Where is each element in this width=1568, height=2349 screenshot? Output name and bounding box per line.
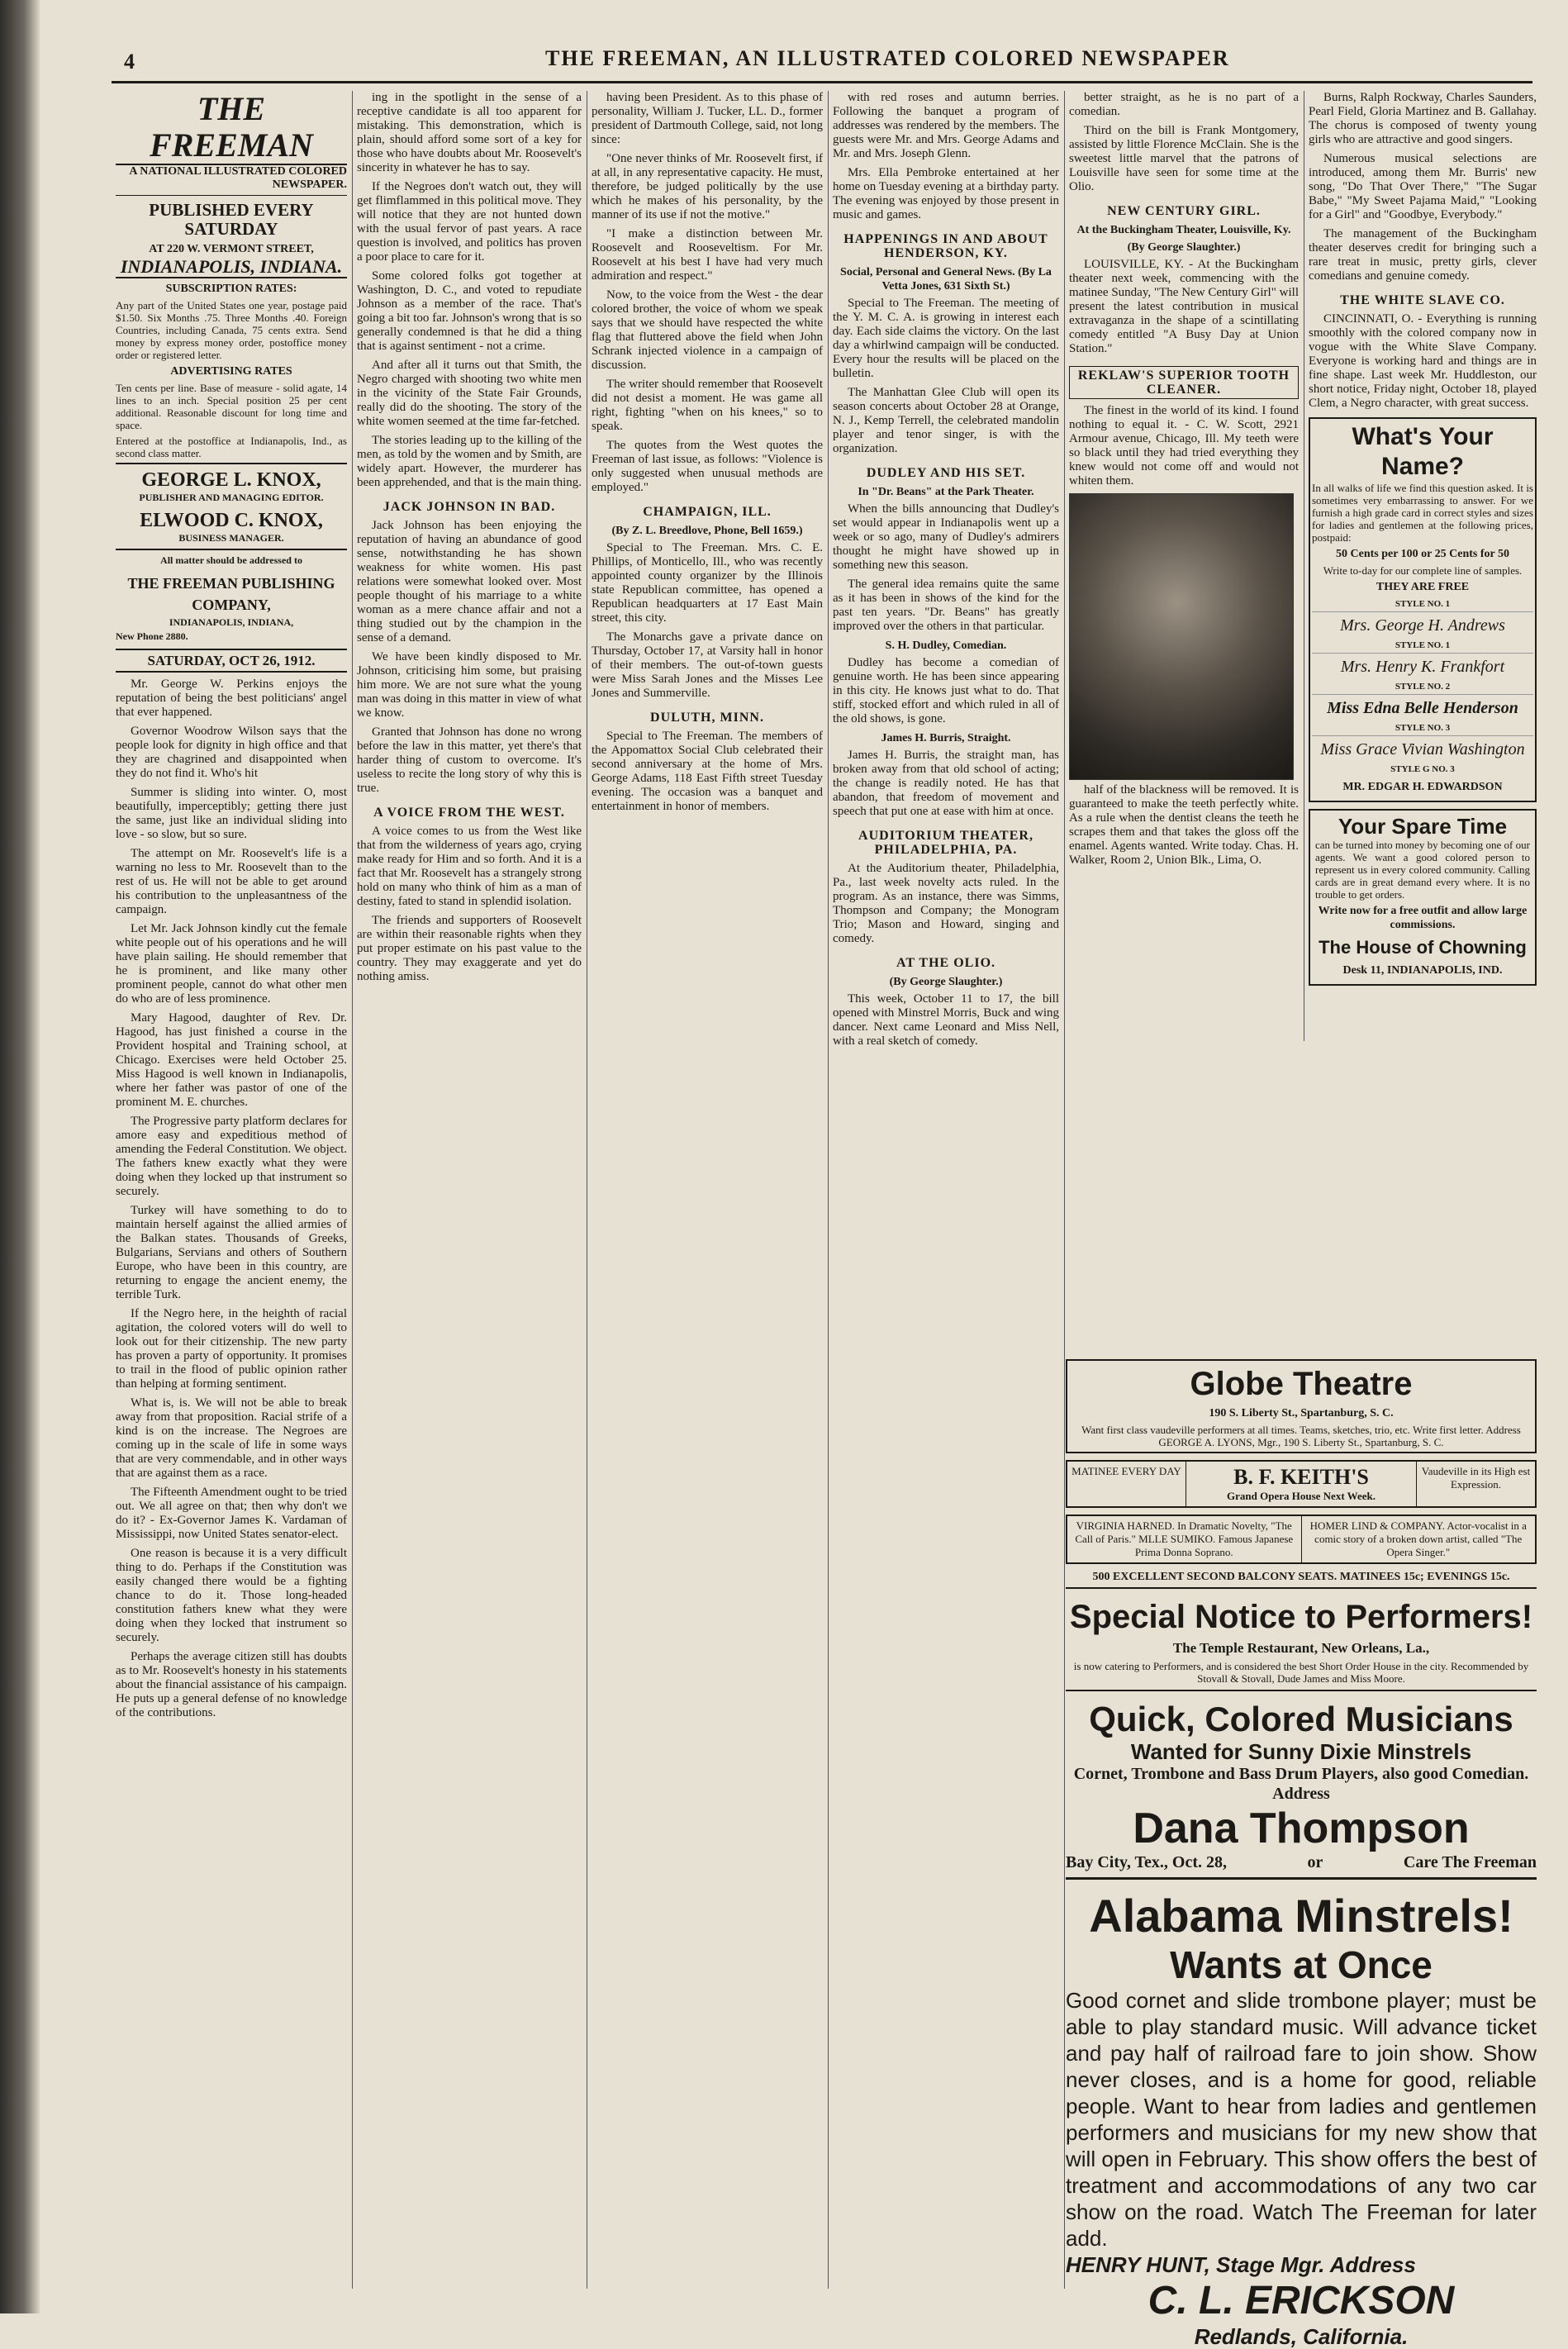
card-sample: Miss Edna Belle Henderson — [1312, 694, 1533, 721]
paragraph: The attempt on Mr. Roosevelt's life is a warning no less to Mr. Roosevelt than to the rest of us. He will not be able to get around his contribution to the unpleasantness of the campaign. — [116, 847, 347, 916]
ad-price: 50 Cents per 100 or 25 Cents for 50 — [1336, 548, 1509, 560]
ad-text: Cornet, Trombone and Bass Drum Players, also good Comedian. Address — [1073, 1765, 1529, 1803]
publisher-role: PUBLISHER AND MANAGING EDITOR. — [139, 492, 324, 503]
paragraph: Third on the bill is Frank Montgomery, assisted by little Florence McClain. She is the sweetest little marvel that the patrons of Louisville have seen for some time at the Olio. — [1069, 124, 1299, 193]
keith-acts-row — [1066, 1514, 1537, 1564]
ad-subtext: Write now for a free outfit and allow large commissions. — [1318, 905, 1528, 931]
calling-card-ad — [1309, 417, 1537, 802]
advertising-heading: ADVERTISING RATES — [170, 365, 292, 378]
card-sample: Mrs. George H. Andrews — [1312, 611, 1533, 639]
ad-address: Desk 11, INDIANAPOLIS, IND. — [1342, 964, 1503, 977]
column-6 — [1309, 91, 1537, 1041]
globe-theatre-ad — [1066, 1359, 1537, 1453]
article-headline: DULUTH, MINN. — [650, 711, 764, 725]
column-5 — [1069, 91, 1299, 1041]
phone-number: New Phone 2880. — [116, 630, 188, 642]
article-headline: AUDITORIUM THEATER, PHILADELPHIA, PA. — [858, 829, 1033, 857]
keith-footer: 500 EXCELLENT SECOND BALCONY SEATS. MATINEES 15c; EVENINGS 15c. — [1066, 1571, 1537, 1589]
page-header-title: THE FREEMAN, AN ILLUSTRATED COLORED NEWSPAPER — [545, 46, 1230, 70]
paragraph: with red roses and autumn berries. Following the banquet a program of addresses was rendered by the members. The guests were Mr. and Mrs. George Adams and Mr. and Mrs. Joseph Glenn. — [833, 91, 1059, 160]
ad-subtitle: Wanted for Sunny Dixie Minstrels — [1130, 1739, 1472, 1764]
ad-styles-heading: THEY ARE FREE — [1376, 581, 1470, 593]
paragraph: The management of the Buckingham theater deserves credit for bringing such a rare treat in music, pretty girls, clever comedians and genuine comedy. — [1309, 227, 1537, 283]
masthead-subtitle: A NATIONAL ILLUSTRATED COLORED NEWSPAPER. — [116, 165, 347, 196]
ad-note: Write to-day for our complete line of samples. — [1323, 564, 1523, 577]
keith-matinee: MATINEE EVERY DAY — [1067, 1462, 1186, 1506]
paragraph: LOUISVILLE, KY. - At the Buckingham theater next week, commencing with the matinee Sunday, "The New Century Girl" will present the latest contribution in musical extravaganza in the shape of a scintillating comedy entitled "A Busy Day at Union Station." — [1069, 258, 1299, 355]
manager-name: ELWOOD C. KNOX, — [140, 510, 323, 531]
paragraph: The finest in the world of its kind. I found nothing to equal it. - C. W. Scott, 2921 Armour avenue, Chicago, Ill. My teeth were so black until they had tried everything they knew would not come off and would not whiten them. — [1069, 404, 1299, 487]
issue-date: SATURDAY, OCT 26, 1912. — [116, 649, 347, 673]
paragraph: Mary Hagood, daughter of Rev. Dr. Hagood, has just finished a course in the Provident hospital and Training school, at Chicago. Exercises were held October 25. Miss Hagood is well known in Indianapolis, where her father was pastor of one of the prominent M. E. churches. — [116, 1011, 347, 1109]
mail-note: All matter should be addressed to — [160, 554, 302, 566]
ad-text: Want first class vaudeville performers at all times. Teams, sketches, trio, etc. Write first letter. Address GEORGE A. LYONS, Mgr., 190 S. Liberty St., Spartanburg, S. C. — [1081, 1424, 1521, 1448]
paragraph: better straight, as he is no part of a comedian. — [1069, 91, 1299, 118]
advertising-text: Ten cents per line. Base of measure - solid agate, 14 lines to an inch. Special position 25 per cent additional. Reasonable discount for long time and space. — [116, 382, 347, 431]
article-byline: (By Z. L. Breedlove, Phone, Bell 1659.) — [611, 525, 803, 537]
ad-title: Alabama Minstrels! — [1089, 1890, 1513, 1942]
paragraph: What is, is. We will not be able to break away from that proposition. Racial strife of a kind is on the increase. The Negroes are coming up in the scale of life in some ways that are very commendable, and in other ways that are against them as a race. — [116, 1396, 347, 1480]
style-label: STYLE NO. 3 — [1395, 723, 1451, 733]
column-3 — [592, 91, 823, 2289]
keith-subtitle: Grand Opera House Next Week. — [1227, 1490, 1376, 1502]
keith-tagline: Vaudeville in its High est Expression. — [1421, 1465, 1531, 1491]
card-sample: Miss Grace Vivian Washington — [1312, 735, 1533, 763]
paragraph: Perhaps the average citizen still has doubts as to Mr. Roosevelt's honesty in his statements about the financial assistance of his campaign. He puts up a general defense of no knowledge of the contributions. — [116, 1650, 347, 1719]
keith-title-cell — [1186, 1462, 1417, 1506]
ad-address: 190 S. Liberty St., Spartanburg, S. C. — [1209, 1407, 1394, 1419]
paragraph: ing in the spotlight in the sense of a receptive candidate is all too apparent for mistaking. This demonstration, which is plain, should afford some sort of a key for those who have doubts about Mr. Roosevelt's sincerity in whatever he has to say. — [357, 91, 582, 174]
ad-address-or: or — [1307, 1853, 1323, 1871]
masthead-city: INDIANAPOLIS, INDIANA. — [116, 259, 347, 278]
manager-role: BUSINESS MANAGER. — [116, 531, 347, 550]
paragraph: Summer is sliding into winter. O, most beautifully, imperceptibly; getting there just the same, just like an individual sliding into love - so slow, but so sure. — [116, 786, 347, 841]
page-number: 4 — [124, 50, 135, 74]
paragraph: half of the blackness will be removed. It is guaranteed to make the teeth perfectly white. As a rule when the dentist cleans the teeth he scrapes them and that takes the gloss off the enamel. Agents wanted. Write today. Chas. H. Walker, Room 2, Union Blk., Lima, O. — [1069, 783, 1299, 867]
ad-address-row — [1066, 1853, 1537, 1880]
paragraph: Special to The Freeman. Mrs. C. E. Phillips, of Monticello, Ill., who was recently appointed county organizer by the Illinois state Republican committee, has opened a Republican headquarters at 17 East Main street, this city. — [592, 541, 823, 625]
article-subheadline: James H. Burris, Straight. — [881, 732, 1011, 744]
paragraph: Governor Woodrow Wilson says that the people look for dignity in high office and that they are chagrined and disappointed when they do not find it. Who's hit — [116, 725, 347, 780]
publisher-name: GEORGE L. KNOX, — [141, 469, 321, 491]
paragraph: Turkey will have something to do to maintain herself against the allied armies of the Balkan states. Thousands of Greeks, Bulgarians, Servians and others of Southern Europe, who have been in this country, are returning to engage the ancient enemy, the terrible Turk. — [116, 1204, 347, 1301]
alabama-minstrels-ad — [1066, 1890, 1537, 2349]
paragraph: The Fifteenth Amendment ought to be tried out. We all agree on that; then why don't we do it? - Ex-Governor James K. Vardaman of Mississippi, now United States senator-elect. — [116, 1486, 347, 1541]
article-headline: AT THE OLIO. — [896, 956, 996, 970]
ad-subtitle: Wants at Once — [1170, 1943, 1433, 1986]
column-rule — [352, 91, 353, 2289]
article-byline: (By George Slaughter.) — [1127, 241, 1241, 254]
ad-title: Your Spare Time — [1338, 814, 1508, 839]
ad-address-left: Bay City, Tex., Oct. 28, — [1066, 1853, 1228, 1871]
paragraph: If the Negroes don't watch out, they will get flimflammed in this political move. They will notice that they are not hunted down with the usual fervor of past years. A race question is involved, and politics has proven a poor place to care for it. — [357, 180, 582, 264]
ad-contact: HENRY HUNT, Stage Mgr. Address — [1066, 2252, 1416, 2277]
column-rule — [1064, 91, 1065, 2289]
paragraph: Granted that Johnson has done no wrong before the law in this matter, yet there's that harder thing of custom to overcome. It's useless to recite the long story of why this is true. — [357, 725, 582, 795]
style-label: STYLE NO. 1 — [1395, 599, 1451, 609]
header-rule — [112, 81, 1532, 83]
ad-text: Good cornet and slide trombone player; must be able to play standard music. Will advance ticket and pay half of railroad fare to join show. Show never closes, and is a home for good, reliable people. Want to hear from ladies and gentlemen performers and musicians for my new show that will open in February. This show offers the best of treatment and accommodations of any two car show on the road. Watch The Freeman for later add. — [1066, 1988, 1537, 2251]
column-rule — [828, 91, 829, 2289]
style-label: STYLE NO. 2 — [1395, 682, 1451, 692]
column-4 — [833, 91, 1059, 2289]
article-byline: Social, Personal and General News. (By La Vetta Jones, 631 Sixth St.) — [840, 266, 1052, 292]
ad-title: Special Notice to Performers! — [1069, 1599, 1533, 1635]
paragraph: Burns, Ralph Rockway, Charles Saunders, Pearl Field, Gloria Martinez and B. Gallahay. The chorus is composed of twenty young girls who are attractive and good singers. — [1309, 91, 1537, 146]
article-headline: NEW CENTURY GIRL. — [1107, 204, 1261, 218]
ad-title: Quick, Colored Musicians — [1089, 1700, 1513, 1738]
paragraph: Mr. George W. Perkins enjoys the reputation of being the best politicians' angel that ever happened. — [116, 678, 347, 719]
card-sample: Mrs. Henry K. Frankfort — [1312, 653, 1533, 680]
paragraph: "One never thinks of Mr. Roosevelt first, if at all, in any representative capacity. He must, therefore, be judged politically by the use which he makes of his personality, by the manner of its use if not the motive." — [592, 152, 823, 221]
page-binding-edge — [0, 0, 40, 2313]
entered-note: Entered at the postoffice at Indianapolis, Ind., as second class matter. — [116, 435, 347, 464]
ad-title: What's Your Name? — [1352, 423, 1494, 480]
paragraph: "I make a distinction between Mr. Roosevelt and Rooseveltism. For Mr. Roosevelt at his best I have had very much admiration and respect." — [592, 227, 823, 283]
subscription-text: Any part of the United States one year, postage paid $1.50. Six Months .75. Three Months .40. Foreign Countries, including Canada, 75 cents extra. Send money by express money order, postoffice money order or registered letter. — [116, 299, 347, 361]
article-headline: JACK JOHNSON IN BAD. — [382, 500, 556, 514]
paragraph: This week, October 11 to 17, the bill opened with Minstrel Morris, Buck and wing dancer. Next came Leonard and Miss Nell, with a real sketch of comedy. — [833, 992, 1059, 1048]
article-headline: CHAMPAIGN, ILL. — [643, 505, 772, 519]
keith-acts-right: HOMER LIND & COMPANY. Actor-vocalist in a comic story of a broken down artist, called "The Opera Singer." — [1309, 1519, 1527, 1558]
article-headline: THE WHITE SLAVE CO. — [1340, 293, 1505, 307]
paragraph: The friends and supporters of Roosevelt are within their reasonable rights when they put proper estimate on his past value to the country. They may exaggerate and yet do nothing amiss. — [357, 914, 582, 983]
paragraph: The writer should remember that Roosevelt did not desist a moment. He was game all right, fighting "when on his knees," so to speak. — [592, 378, 823, 433]
card-sample: MR. EDGAR H. EDWARDSON — [1342, 781, 1503, 793]
paragraph: The Progressive party platform declares for amore easy and expeditious method of amending the Federal Constitution. We object. The fathers knew exactly what they were doing when they locked up that instrument so securely. — [116, 1115, 347, 1198]
paragraph: The Monarchs gave a private dance on Thursday, October 17, at Varsity hall in honor of their members. The out-of-town guests were Miss Sarah Jones and the Misses Lee Jones and Summerville. — [592, 630, 823, 700]
masthead-address: AT 220 W. VERMONT STREET, — [149, 243, 314, 255]
masthead-published: PUBLISHED EVERY SATURDAY — [149, 200, 314, 239]
paragraph: At the Auditorium theater, Philadelphia, Pa., last week novelty acts ruled. In the program. As an instance, there was Simms, Thompson and Company; the Monogram Trio; Mason and Howard, singing and comedy. — [833, 862, 1059, 945]
advertisements-block — [1066, 1359, 1537, 2349]
paragraph: Now, to the voice from the West - the dear colored brother, the voice of whom we speak says that we should have respected the white flag that fluttered above the field when John Schrank injected violence in a campaign of discussion. — [592, 288, 823, 372]
keith-header-row — [1066, 1460, 1537, 1508]
paragraph: And after all it turns out that Smith, the Negro charged with shooting two white men in the vicinity of the State Fair Grounds, really did do the shooting. The story of the white women seemed at the time far-fetched. — [357, 359, 582, 428]
paragraph: If the Negro here, in the heighth of racial agitation, the colored voters will do well to look out for their citizenship. The new party has proven a party of opportunity. It promises to trail in the flood of public opinion rather than helping at forming sentiment. — [116, 1307, 347, 1391]
paragraph: James H. Burris, the straight man, has broken away from that old school of acting; the change is readily noted. He has that abandon, that freedom of movement and speech that put one at ease with him at once. — [833, 749, 1059, 818]
paragraph: The stories leading up to the killing of the men, as told by the women and by Smith, are widely apart. However, the murderer has been apprehended, and that is the main thing. — [357, 434, 582, 489]
article-subheadline: In "Dr. Beans" at the Park Theater. — [858, 486, 1034, 498]
article-headline: HAPPENINGS IN AND ABOUT HENDERSON, KY. — [843, 232, 1048, 260]
woman-portrait-photo — [1069, 493, 1294, 780]
ad-company: The House of Chowning — [1319, 937, 1527, 958]
ad-title: Globe Theatre — [1190, 1366, 1413, 1402]
ad-text: can be turned into money by becoming one of our agents. We want a good colored person to represent us in every colored community. Calling cards are in great demand every where. It is no trouble to get orders. — [1315, 839, 1530, 901]
subscription-heading: SUBSCRIPTION RATES: — [165, 283, 297, 295]
paragraph: CINCINNATI, O. - Everything is running smoothly with the colored company now in vogue with the White Slave Company. Everyone is working hard and things are in fine shape. Last week Mr. Huddleston, our short notice, Friday night, October 18, played Clem, a Negro character, with great success. — [1309, 312, 1537, 410]
keith-title: B. F. KEITH'S — [1233, 1465, 1369, 1489]
paragraph: Special to The Freeman. The meeting of the Y. M. C. A. is growing in interest each day. Each side claims the victory. On the last day a whirlwind campaign will be conducted. Every hour the results will be placed on the bulletin. — [833, 297, 1059, 380]
paragraph: Let Mr. Jack Johnson kindly cut the female white people out of his operations and he will have plain sailing. He should remember that he is prominent, and like many other prominent people, cannot do what other men do who are of less prominence. — [116, 922, 347, 1006]
ad-text: is now catering to Performers, and is considered the best Short Order House in the city. Recommended by Stovall & Stovall, Dude James and Miss Moore. — [1066, 1660, 1537, 1691]
paragraph: Special to The Freeman. The members of the Appomattox Social Club celebrated their second anniversary at the home of Mrs. George Adams, 118 East Fifth street Tuesday evening. The occasion was a banquet and entertainment in honor of members. — [592, 730, 823, 813]
paragraph: Jack Johnson has been enjoying the reputation of having an abundance of good sense, notwithstanding he has shown weakness for white women. His past relations were somewhat looked over. Most people thought of his marriage to a white woman as a mere chance affair and not a thing studied out by the champion in the sense of a demand. — [357, 519, 582, 644]
keith-acts-left: VIRGINIA HARNED. In Dramatic Novelty, "The Call of Paris." MLLE SUMIKO. Famous Japanese Prima Donna Soprano. — [1067, 1516, 1302, 1562]
paragraph: having been President. As to this phase of personality, William J. Tucker, LL. D., former president of Dartmouth College, said, not long since: — [592, 91, 823, 146]
paragraph: The Manhattan Glee Club will open its season concerts about October 28 at Orange, N. J., Kemp Terrell, the celebrated mandolin player and tenor singer, is with the organization. — [833, 386, 1059, 455]
paragraph: The quotes from the West quotes the Freeman of last issue, as follows: "Violence is only suggested when unusual methods are employed." — [592, 439, 823, 494]
ad-headline: REKLAW'S SUPERIOR TOOTH CLEANER. — [1069, 366, 1299, 399]
paragraph: We have been kindly disposed to Mr. Johnson, criticising him some, but praising him more. We are not sure what the young man was doing in this matter in view of what we know. — [357, 650, 582, 720]
ad-address-right: Care The Freeman — [1403, 1853, 1537, 1871]
article-headline: DUDLEY AND HIS SET. — [866, 466, 1026, 480]
masthead-title: THE FREEMAN — [116, 91, 347, 165]
ad-subtitle: The Temple Restaurant, New Orleans, La., — [1172, 1640, 1430, 1656]
paragraph: Dudley has become a comedian of genuine worth. He has been since appearing in this city. He knows just what to do. That stiff, stocked effort and which ruled in all of the old shows, is gone. — [833, 656, 1059, 725]
paragraph: A voice comes to us from the West like that from the wilderness of years ago, crying make ready for Him and so forth. And it is a fact that Mr. Roosevelt has a strangely strong hold on many who think of him as a man of destiny, fated to stand in splendid isolation. — [357, 825, 582, 908]
spare-time-ad — [1309, 809, 1537, 986]
paragraph: Numerous musical selections are introduced, among them Mr. Burris' new song, "Do That Over There," "The Sugar Babe," "My Sweet Pajama Maid," "Looking for a Girl" and "Goodbye, Everybody." — [1309, 152, 1537, 221]
article-subheadline: S. H. Dudley, Comedian. — [885, 640, 1007, 652]
article-subheadline: At the Buckingham Theater, Louisville, Ky. — [1076, 224, 1291, 236]
performers-notice-ad — [1066, 1597, 1537, 1691]
paragraph: When the bills announcing that Dudley's set would appear in Indianapolis went up a week or so ago, many of Dudley's admirers thought he might have showed up in something new this season. — [833, 502, 1059, 572]
article-byline: (By George Slaughter.) — [889, 976, 1003, 988]
musicians-wanted-ad — [1066, 1700, 1537, 1880]
paragraph: Mrs. Ella Pembroke entertained at her home on Tuesday evening at a birthday party. The evening was enjoyed by those present in music and games. — [833, 166, 1059, 221]
ad-city: Redlands, California. — [1194, 2324, 1409, 2349]
ad-text: In all walks of life we find this question asked. It is sometimes very embarrassing to answer. For we furnish a high grade card in correct styles and sizes for ladies and gentlemen at the following prices, postpaid: — [1312, 482, 1533, 544]
article-headline: A VOICE FROM THE WEST. — [373, 806, 565, 820]
paragraph: One reason is because it is a very difficult thing to do. Perhaps if the Constitution was easily changed there would be a fighting chance to do it. Those long-headed constitution fathers knew what they were doing when they locked that instrument so securely. — [116, 1547, 347, 1644]
keith-ad — [1066, 1460, 1537, 1589]
paragraph: Some colored folks got together at Washington, D. C., and voted to repudiate Johnson as a member of the race. That's going a bit too far. Johnson's wrong that is so generally condemned is that he did a thing that is against sentiment - not a crime. — [357, 269, 582, 353]
column-1 — [116, 91, 347, 2289]
style-label: STYLE G NO. 3 — [1390, 764, 1455, 774]
ad-contact-name: Dana Thompson — [1133, 1805, 1470, 1852]
paragraph: The general idea remains quite the same as it has been in shows of the kind for the past ten years. "Dr. Beans" has greatly improved over the others in that particular. — [833, 578, 1059, 633]
column-2 — [357, 91, 582, 2289]
company-city: INDIANAPOLIS, INDIANA, — [169, 616, 294, 628]
style-label: STYLE NO. 1 — [1395, 640, 1451, 650]
ad-contact-name: C. L. ERICKSON — [1147, 2279, 1455, 2323]
company-name: THE FREEMAN PUBLISHING COMPANY, — [127, 575, 335, 613]
